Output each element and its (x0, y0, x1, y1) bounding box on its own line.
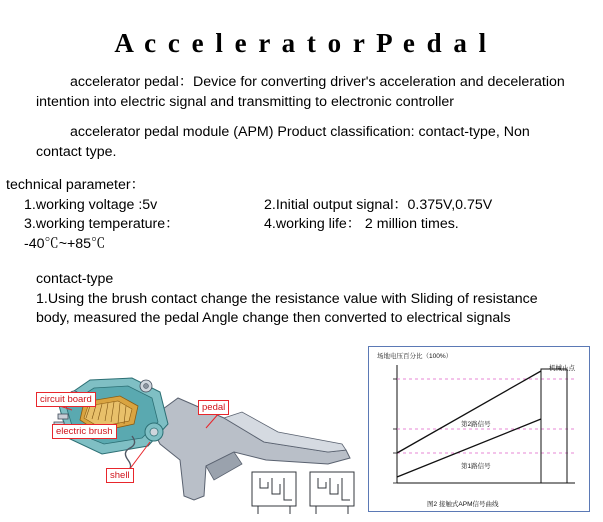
chart-svg (369, 347, 589, 511)
chart-series-1-label: 第1路信号 (461, 463, 491, 470)
chart-mechanical-stop-label: 机械止点 (549, 365, 575, 372)
technical-item-1: 1.working voltage :5v (24, 196, 158, 213)
page-title: A c c e l e r a t o r P e d a l (114, 28, 489, 58)
technical-row-2 (6, 215, 569, 254)
figures-area (0, 340, 603, 517)
contact-type-paragraph: 1.Using the brush contact change the resistance value with Sliding of resistance body, measured the pedal Angle change then converted to electrical signals (36, 290, 538, 326)
technical-parameters (6, 176, 569, 254)
contact-type-heading: contact-type (36, 271, 114, 287)
connector-schematic (248, 466, 360, 517)
contact-type-section (36, 270, 569, 329)
technical-row-1 (6, 196, 569, 216)
paragraph-definition: accelerator pedal：Device for converting driver's acceleration and deceleration intention into electric signal and transmitting to electronic controller (36, 74, 565, 110)
signal-curve-chart (368, 346, 590, 512)
callout-electric-brush: electric brush (52, 424, 117, 439)
technical-heading: technical parameter： (6, 177, 145, 193)
technical-item-2: 2.Initial output signal：0.375V,0.75V (264, 196, 493, 213)
callout-pedal: pedal (198, 400, 229, 415)
chart-y-axis-caption: 场地电压百分比（100%） (377, 353, 453, 360)
connector-schematic-svg (248, 466, 360, 517)
callout-shell: shell (106, 468, 134, 483)
chart-series-2-label: 第2路信号 (461, 421, 491, 428)
callout-circuit-board: circuit board (36, 392, 96, 407)
technical-item-4: 4.working life： 2 million times. (264, 216, 459, 232)
chart-caption: 图2 接触式APM信号曲线 (427, 501, 499, 508)
document-page (0, 28, 603, 517)
technical-item-3: 3.working temperature： -40℃~+85℃ (24, 216, 180, 252)
paragraph-classification: accelerator pedal module (APM) Product classification: contact-type, Non contact type. (36, 124, 530, 160)
